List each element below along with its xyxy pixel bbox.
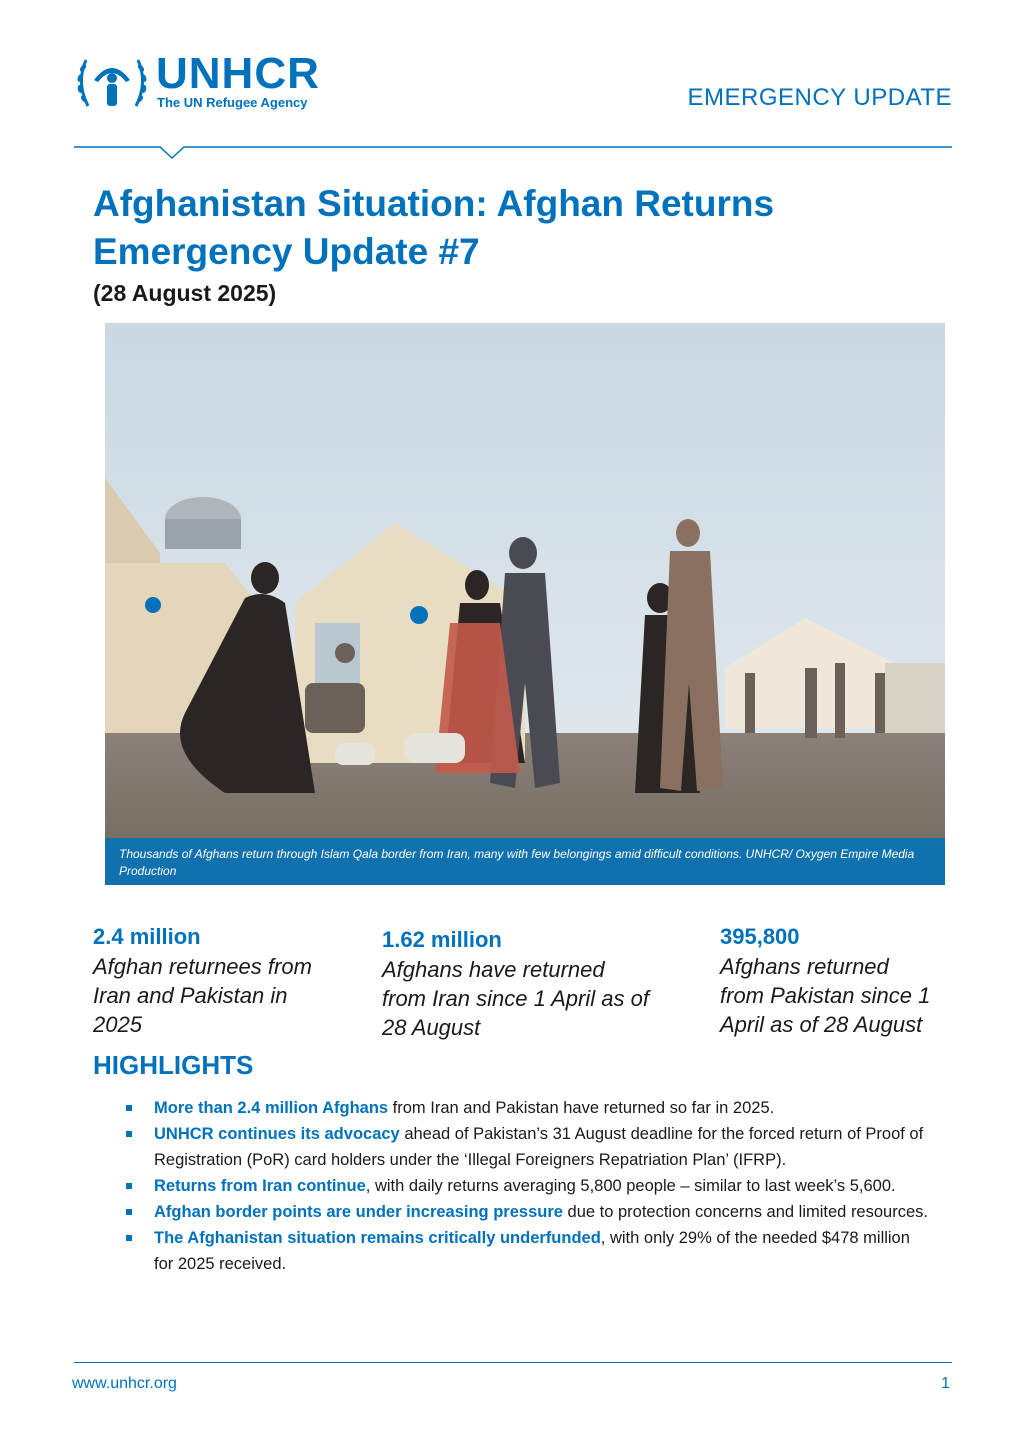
bullet-square-icon [126, 1105, 132, 1111]
border-crossing-photo [105, 323, 945, 885]
page-title [93, 180, 953, 276]
website-link[interactable]: www.unhcr.org [72, 1375, 177, 1392]
highlight-item [126, 1121, 932, 1173]
highlight-lead: More than 2.4 million Afghans [154, 1099, 389, 1117]
stat-description [382, 955, 682, 1042]
highlight-lead: The Afghanistan situation remains critically underfunded [154, 1229, 601, 1247]
stat-description-line: from Pakistan since 1 [720, 983, 931, 1008]
stat-description-line: Iran and Pakistan in [93, 983, 288, 1008]
highlight-text: ahead of Pakistan’s 31 August deadline for the forced return of Proof of Registration (PoR) card holders under the ‘Illegal Foreigners Repatriation Plan’ (IFRP). [154, 1125, 924, 1169]
header-divider [74, 146, 952, 160]
stat-value: 395,800 [720, 924, 800, 949]
bullet-square-icon [126, 1183, 132, 1189]
stat-card-iran [382, 927, 682, 1042]
stat-description-line: 2025 [93, 1012, 142, 1037]
stat-description-line: 28 August [382, 1015, 481, 1040]
highlight-lead: UNHCR continues its advocacy [154, 1125, 400, 1143]
photo-caption: Thousands of Afghans return through Islam Qala border from Iran, many with few belongings amid difficult conditions. UNHCR/ Oxygen Empire Media Production [119, 847, 915, 878]
title-line-2: Emergency Update #7 [93, 231, 480, 272]
logo-tagline: The UN Refugee Agency [157, 95, 308, 110]
footer-divider [74, 1362, 952, 1363]
highlight-item [126, 1095, 932, 1121]
report-date: (28 August 2025) [93, 280, 277, 306]
bullet-square-icon [126, 1235, 132, 1241]
bullet-square-icon [126, 1209, 132, 1215]
highlight-text: due to protection concerns and limited resources. [562, 1203, 928, 1221]
stat-description-line: Afghans have returned [382, 957, 605, 982]
highlights-heading: HIGHLIGHTS [93, 1050, 254, 1080]
highlight-lead: Returns from Iran continue [154, 1177, 366, 1195]
stat-description-line: from Iran since 1 April as of [382, 986, 649, 1011]
stat-value: 1.62 million [382, 927, 502, 952]
stat-description [720, 952, 960, 1039]
document-type-label: EMERGENCY UPDATE [687, 84, 952, 111]
highlight-lead: Afghan border points are under increasing pressure [154, 1203, 563, 1221]
stat-card-total [93, 924, 353, 1039]
stat-description-line: Afghans returned [720, 954, 889, 979]
bullet-square-icon [126, 1131, 132, 1137]
stat-value: 2.4 million [93, 924, 201, 949]
highlight-item [126, 1225, 932, 1277]
stat-description-line: April as of 28 August [720, 1012, 923, 1037]
laurel-figure-icon [72, 48, 152, 118]
highlight-text: from Iran and Pakistan have returned so far in 2025. [388, 1099, 775, 1117]
highlight-text: , with only 29% of the needed $478 million for 2025 received. [154, 1229, 910, 1273]
highlight-item [126, 1199, 932, 1225]
highlights-list [126, 1095, 932, 1277]
stat-description [93, 952, 353, 1039]
stat-description-line: Afghan returnees from [93, 954, 312, 979]
page-number: 1 [941, 1375, 950, 1392]
highlight-item [126, 1173, 932, 1199]
title-line-1: Afghanistan Situation: Afghan Returns [93, 183, 775, 224]
highlight-text: , with daily returns averaging 5,800 people – similar to last week’s 5,600. [365, 1177, 896, 1195]
cover-photo [105, 323, 945, 885]
stat-card-pakistan [720, 924, 960, 1039]
logo-wordmark: UNHCR [156, 49, 320, 98]
photo-caption-bar [105, 838, 945, 885]
